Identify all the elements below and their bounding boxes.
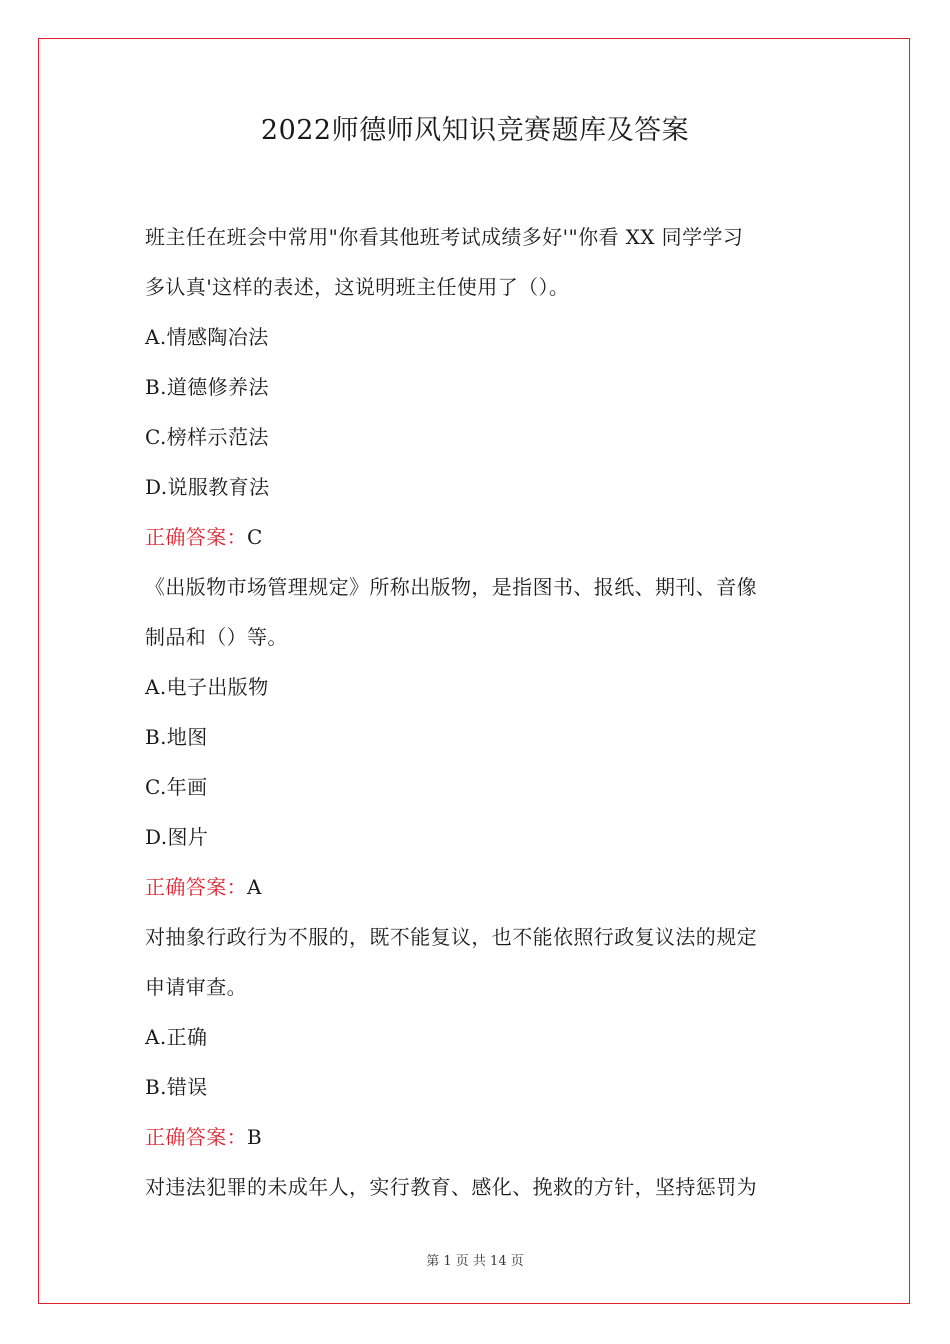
- page-title: 2022师德师风知识竞赛题库及答案: [260, 115, 690, 146]
- question-stem-line: 多认真'这样的表述，这说明班主任使用了（）。: [145, 275, 570, 299]
- page-footer: 第 1 页 共 14 页: [426, 1254, 524, 1269]
- option-d: D.说服教育法: [145, 475, 270, 499]
- answer-label: 正确答案：: [145, 525, 247, 549]
- question-list: [145, 212, 810, 1212]
- question-stem-line: 对抽象行政行为不服的，既不能复议，也不能依照行政复议法的规定: [145, 925, 757, 949]
- option-a: A.电子出版物: [145, 675, 269, 699]
- answer-value: C: [247, 525, 263, 549]
- question-stem-line: 申请审查。: [145, 975, 247, 999]
- option-b: B.错误: [145, 1075, 208, 1099]
- option-a: A.正确: [145, 1025, 208, 1049]
- option-c: C.榜样示范法: [145, 425, 269, 449]
- answer-label: 正确答案：: [145, 875, 247, 899]
- question-stem-line: 班主任在班会中常用"你看其他班考试成绩多好'"你看 XX 同学学习: [145, 225, 744, 249]
- question-stem-line: 制品和（）等。: [145, 625, 288, 649]
- answer-value: B: [247, 1125, 263, 1149]
- correct-answer: [145, 862, 810, 912]
- correct-answer: [145, 1112, 810, 1162]
- correct-answer: [145, 512, 810, 562]
- option-a: A.情感陶冶法: [145, 325, 269, 349]
- question-block: [145, 912, 810, 1162]
- question-stem-line: 对违法犯罪的未成年人，实行教育、感化、挽救的方针，坚持惩罚为: [145, 1175, 757, 1199]
- question-stem-line: 《出版物市场管理规定》所称出版物，是指图书、报纸、期刊、音像: [145, 575, 757, 599]
- question-block: [145, 212, 810, 562]
- answer-label: 正确答案：: [145, 1125, 247, 1149]
- answer-value: A: [247, 875, 262, 899]
- option-c: C.年画: [145, 775, 208, 799]
- question-block: [145, 562, 810, 912]
- option-d: D.图片: [145, 825, 209, 849]
- question-block: [145, 1162, 810, 1212]
- option-b: B.道德修养法: [145, 375, 269, 399]
- option-b: B.地图: [145, 725, 208, 749]
